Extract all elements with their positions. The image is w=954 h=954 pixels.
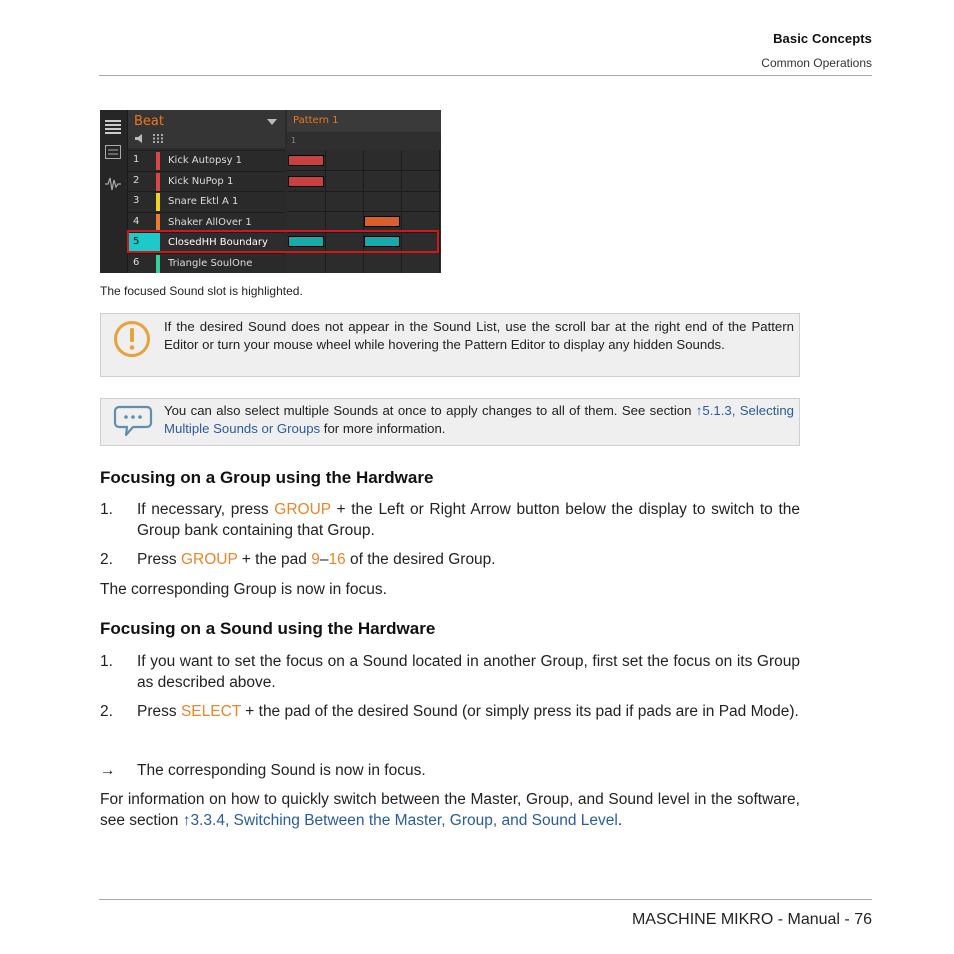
slot-number: 3 bbox=[133, 195, 140, 206]
sound-slot-6[interactable] bbox=[128, 253, 285, 273]
slot-number: 2 bbox=[133, 175, 140, 186]
figure-caption: The focused Sound slot is highlighted. bbox=[100, 284, 303, 298]
slot-number: 6 bbox=[133, 257, 140, 268]
list-item bbox=[100, 499, 800, 541]
chapter-title: Basic Concepts bbox=[773, 31, 872, 46]
slot-name: Kick NuPop 1 bbox=[168, 176, 234, 187]
tip-text-after: for more information. bbox=[320, 421, 446, 436]
step-number: 1. bbox=[100, 653, 113, 670]
group-name[interactable]: Beat bbox=[134, 114, 164, 129]
warning-text: If the desired Sound does not appear in the Sound List, use the scroll bar at the right end of the Pattern Editor or turn your mouse wheel while hovering the Pattern Editor to display any hidden Sounds. bbox=[164, 319, 794, 352]
step-text: Press SELECT + the pad of the desired Sound (or simply press its pad if pads are in Pad Mode). bbox=[137, 703, 799, 720]
step-text: If necessary, press GROUP + the Left or Right Arrow button below the display to switch to the Group bank containing that Group. bbox=[137, 501, 800, 539]
tip-text bbox=[164, 402, 794, 438]
result-text: The corresponding Group is now in focus. bbox=[100, 581, 387, 598]
note-event[interactable] bbox=[288, 155, 324, 166]
result-text: The corresponding Sound is now in focus. bbox=[137, 762, 426, 779]
slot-number: 1 bbox=[133, 154, 140, 165]
list-item bbox=[100, 651, 800, 693]
group-header bbox=[128, 110, 285, 148]
tip-section-link[interactable]: ↑5.1.3, Selecting Multiple Sounds or Groups bbox=[164, 403, 794, 436]
arrow-icon: → bbox=[100, 762, 116, 779]
step-text: Press GROUP + the pad 9–16 of the desired Group. bbox=[137, 551, 496, 568]
note-event[interactable] bbox=[288, 176, 324, 187]
speaker-icon[interactable] bbox=[135, 134, 145, 143]
pattern-name[interactable]: Pattern 1 bbox=[293, 115, 339, 126]
sound-slot-1[interactable] bbox=[128, 150, 285, 171]
dropdown-arrow-icon[interactable] bbox=[267, 119, 277, 125]
sound-slot-3[interactable] bbox=[128, 191, 285, 212]
group-key: GROUP bbox=[180, 551, 238, 568]
slot-name: Triangle SoulOne bbox=[168, 258, 253, 269]
page-footer: MASCHINE MIKRO - Manual - 76 bbox=[631, 911, 872, 928]
info-paragraph: For information on how to quickly switch between the Master, Group, and Sound level in the software, see section ↑3.3.4, Switching Between the Master, Group, and Sound Level. bbox=[100, 791, 800, 829]
footer-rule bbox=[99, 899, 872, 900]
side-toolbar bbox=[100, 110, 128, 273]
warning-box bbox=[100, 313, 800, 377]
header-rule bbox=[99, 75, 872, 76]
slot-number: 5 bbox=[133, 236, 140, 247]
speech-bubble-icon bbox=[113, 404, 153, 438]
pad-number: 9 bbox=[311, 551, 320, 568]
slot-name: Snare Ektl A 1 bbox=[168, 196, 239, 207]
section-heading-sound: Focusing on a Sound using the Hardware bbox=[100, 619, 436, 638]
step-number: 2. bbox=[100, 703, 113, 720]
ruler-label: 1 bbox=[291, 136, 297, 145]
note-event[interactable] bbox=[364, 216, 400, 227]
slot-name: Shaker AllOver 1 bbox=[168, 217, 252, 228]
slot-name: ClosedHH Boundary bbox=[168, 237, 268, 248]
mixer-view-icon[interactable] bbox=[105, 145, 121, 159]
timeline-ruler[interactable] bbox=[287, 133, 441, 151]
slot-color bbox=[156, 173, 160, 191]
sound-slot-2[interactable] bbox=[128, 171, 285, 192]
slot-color bbox=[156, 255, 160, 273]
step-number: 1. bbox=[100, 501, 113, 518]
pad-grid-icon[interactable] bbox=[153, 134, 163, 143]
warning-icon bbox=[113, 320, 151, 358]
section-subtitle: Common Operations bbox=[761, 56, 872, 70]
sound-list-screenshot bbox=[100, 110, 441, 273]
result-line bbox=[100, 760, 800, 781]
focus-highlight-frame bbox=[127, 230, 439, 253]
group-key: GROUP bbox=[274, 501, 331, 518]
step-number: 2. bbox=[100, 551, 113, 568]
section-heading-group: Focusing on a Group using the Hardware bbox=[100, 468, 434, 487]
list-item bbox=[100, 549, 800, 570]
tip-text-before: You can also select multiple Sounds at once to apply changes to all of them. See section bbox=[164, 403, 696, 418]
pad-number: 16 bbox=[328, 551, 346, 568]
pattern-grid[interactable] bbox=[287, 150, 441, 273]
pattern-header bbox=[287, 110, 441, 132]
slot-name: Kick Autopsy 1 bbox=[168, 155, 243, 166]
slot-number: 4 bbox=[133, 216, 140, 227]
slot-color bbox=[156, 193, 160, 211]
waveform-icon[interactable] bbox=[105, 176, 121, 192]
step-text: If you want to set the focus on a Sound located in another Group, first set the focus on its Group as described above. bbox=[137, 653, 800, 691]
section-link[interactable]: ↑3.3.4, Switching Between the Master, Group, and Sound Level bbox=[182, 812, 618, 829]
select-key: SELECT bbox=[180, 703, 241, 720]
list-item bbox=[100, 701, 800, 743]
list-view-icon[interactable] bbox=[105, 119, 121, 135]
tip-box bbox=[100, 398, 800, 446]
slot-color bbox=[156, 152, 160, 170]
